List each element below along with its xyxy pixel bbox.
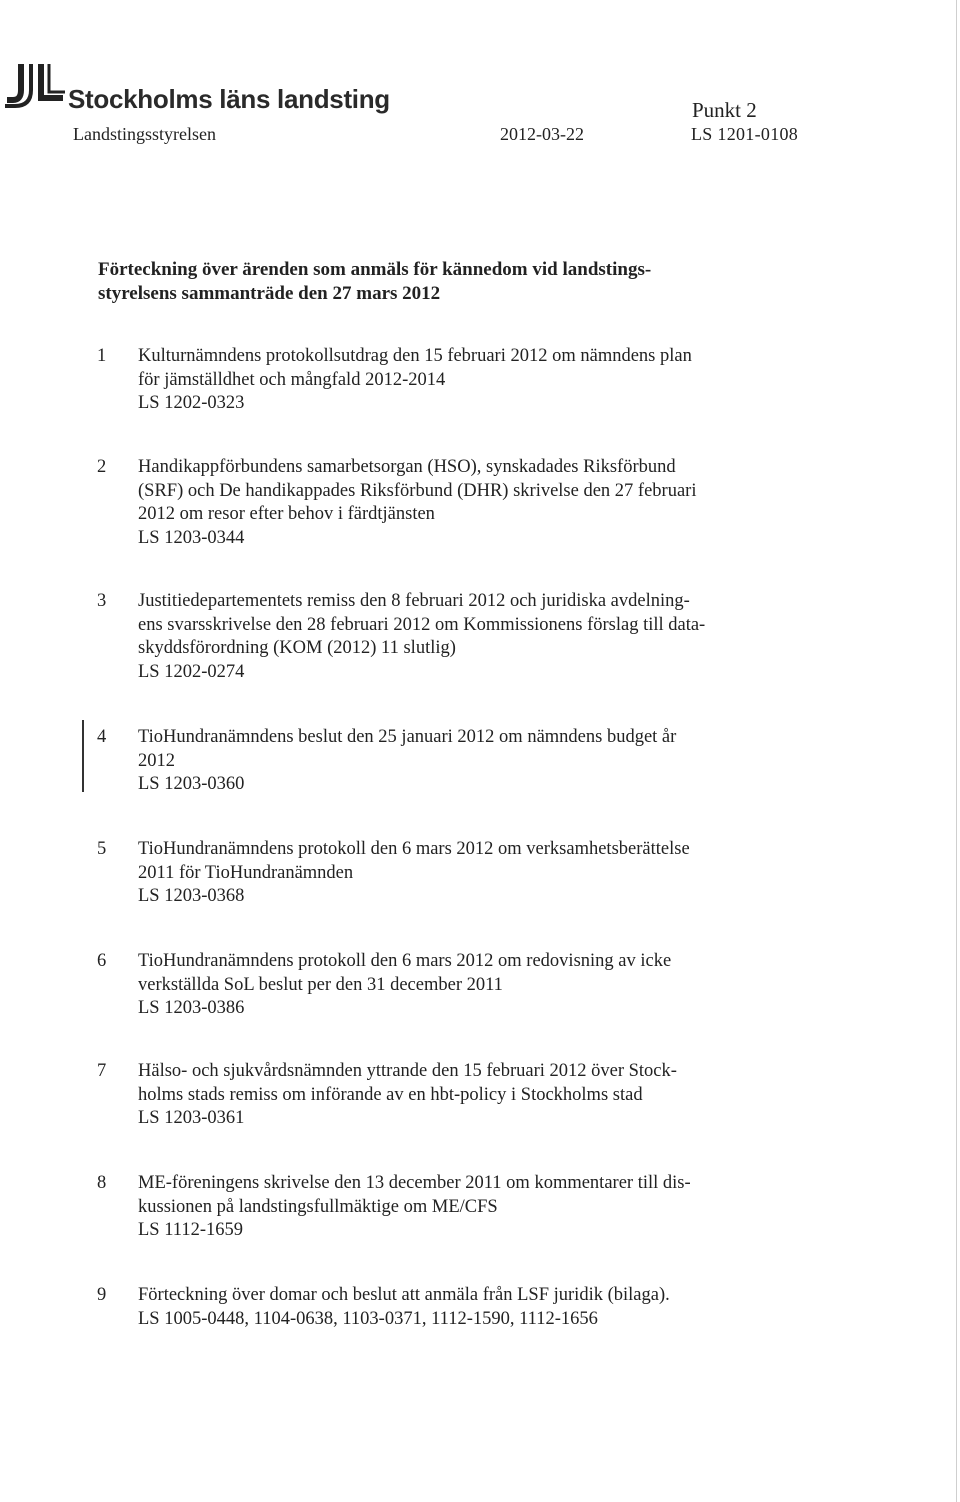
item-number: 9 — [97, 1285, 107, 1305]
item-case-number: LS 1203-0344 — [138, 527, 245, 548]
item-line: Justitiedepartementets remiss den 8 februari 2012 och juridiska avdelning- — [138, 591, 690, 611]
title-line: styrelsens sammanträde den 27 mars 2012 — [98, 283, 441, 304]
item-line: ens svarsskrivelse den 28 februari 2012 om Kommissionens förslag till data- — [138, 614, 706, 635]
item-line: TioHundranämndens protokoll den 6 mars 2012 om redovisning av icke — [138, 951, 672, 971]
item-number: 4 — [97, 727, 107, 747]
item-text — [138, 1284, 788, 1331]
item-line: Handikappförbundens samarbetsorgan (HSO), synskadades Riksförbund — [138, 457, 676, 477]
item-text — [138, 950, 788, 1021]
document-number: LS 1201-0108 — [691, 124, 799, 144]
item-line: kussionen på landstingsfullmäktige om ME/CFS — [138, 1196, 498, 1217]
item-number: 8 — [97, 1173, 107, 1193]
item-text — [138, 345, 788, 416]
sll-logo-icon — [5, 62, 67, 108]
item-line: för jämställdhet och mångfald 2012-2014 — [138, 369, 446, 390]
item-case-number: LS 1202-0323 — [138, 393, 245, 413]
item-line: Hälso- och sjukvårdsnämnden yttrande den 15 februari 2012 över Stock- — [138, 1061, 677, 1081]
item-case-number: LS 1202-0274 — [138, 661, 245, 682]
item-line: (SRF) och De handikappades Riksförbund (DHR) skrivelse den 27 februari — [138, 480, 697, 501]
item-number: 3 — [97, 591, 107, 611]
item-line: TioHundranämndens protokoll den 6 mars 2012 om verksamhetsberättelse — [138, 839, 690, 859]
item-line: Förteckning över domar och beslut att anmäla från LSF juridik (bilaga). — [138, 1285, 670, 1305]
document-date: 2012-03-22 — [500, 124, 584, 144]
board-name: Landstingsstyrelsen — [73, 124, 216, 144]
item-number: 7 — [97, 1061, 107, 1081]
item-case-number: LS 1203-0360 — [138, 774, 245, 794]
item-case-number: LS 1203-0361 — [138, 1108, 245, 1128]
item-case-number: LS 1005-0448, 1104-0638, 1103-0371, 1112-1590, 1112-1656 — [138, 1308, 598, 1329]
item-line: 2012 om resor efter behov i färdtjänsten — [138, 504, 435, 524]
item-case-number: LS 1203-0386 — [138, 998, 245, 1018]
item-number: 5 — [97, 839, 107, 859]
document-title — [98, 258, 818, 306]
item-text — [138, 1060, 788, 1131]
item-case-number: LS 1203-0368 — [138, 886, 245, 906]
organization-name: Stockholms läns landsting — [68, 84, 390, 114]
item-number: 2 — [97, 457, 107, 477]
item-case-number: LS 1112-1659 — [138, 1220, 244, 1240]
item-line: Kulturnämndens protokollsutdrag den 15 februari 2012 om nämndens plan — [138, 346, 692, 366]
item-line: TioHundranämndens beslut den 25 januari 2012 om nämndens budget år — [138, 727, 677, 747]
item-text — [138, 1172, 788, 1243]
item-line: 2011 för TioHundranämnden — [138, 862, 354, 883]
item-text — [138, 456, 788, 550]
item-number: 6 — [97, 951, 107, 971]
page-edge-line — [956, 0, 957, 1502]
item-line: verkställda SoL beslut per den 31 december 2011 — [138, 974, 503, 995]
item-text — [138, 726, 788, 797]
agenda-point: Punkt 2 — [692, 98, 757, 122]
item-number: 1 — [97, 346, 107, 366]
title-line: Förteckning över ärenden som anmäls för kännedom vid landstings- — [98, 259, 652, 280]
item-text — [138, 590, 788, 684]
item-line: ME-föreningens skrivelse den 13 december 2011 om kommentarer till dis- — [138, 1173, 691, 1193]
item-line: holms stads remiss om införande av en hbt-policy i Stockholms stad — [138, 1084, 643, 1105]
item-line: skyddsförordning (KOM (2012) 11 slutlig) — [138, 638, 456, 658]
margin-mark — [82, 720, 84, 792]
item-text — [138, 838, 788, 909]
item-line: 2012 — [138, 750, 175, 771]
